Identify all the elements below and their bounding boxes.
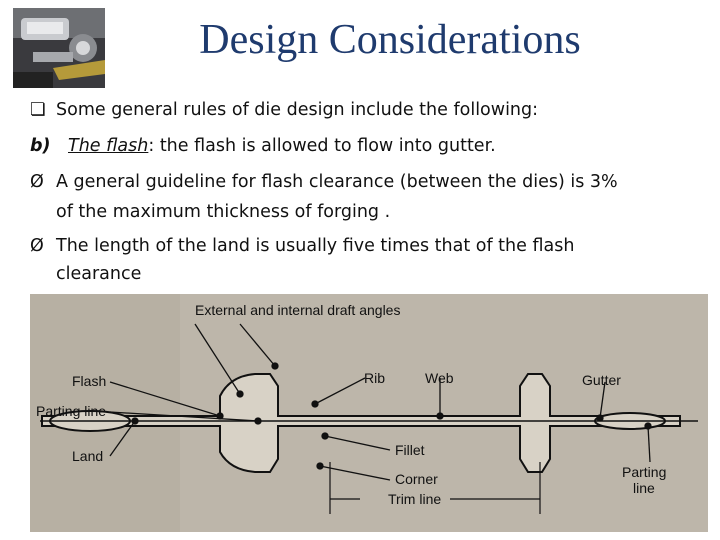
fillet-label: Fillet bbox=[395, 442, 425, 458]
point-2-cont bbox=[56, 264, 141, 284]
point-2-line2: clearance bbox=[56, 264, 142, 284]
web-label: Web bbox=[425, 370, 454, 386]
item-b bbox=[30, 136, 496, 156]
point-1-line1: A general guideline for flash clearance (between the dies) is 3% bbox=[56, 172, 618, 192]
intro-text: Some general rules of die design include the following: bbox=[56, 100, 539, 120]
parting-line-right-label-2: line bbox=[633, 480, 655, 496]
forging-photo bbox=[13, 8, 105, 88]
die-design-figure bbox=[30, 294, 708, 532]
point-1-line2: of the maximum thickness of forging . bbox=[56, 202, 391, 222]
rib-label: Rib bbox=[364, 370, 386, 386]
draft-angles-label: External and internal draft angles bbox=[195, 302, 401, 318]
trim-line-label: Trim line bbox=[388, 491, 442, 507]
point-2 bbox=[30, 236, 574, 256]
land-label: Land bbox=[72, 448, 104, 464]
parting-line-left-label: Parting line bbox=[36, 403, 107, 419]
item-b-term: The flash bbox=[68, 136, 149, 156]
corner-label: Corner bbox=[395, 471, 438, 487]
parting-line-right-label-1: Parting bbox=[622, 464, 667, 480]
point-2-line1: The length of the land is usually five times that of the flash bbox=[56, 236, 575, 256]
forging-photo-image bbox=[13, 8, 105, 88]
die-cross-section-diagram bbox=[30, 294, 708, 532]
flash-label: Flash bbox=[72, 373, 107, 389]
item-b-label: b) bbox=[30, 136, 51, 156]
arrow-bullet-icon: Ø bbox=[30, 172, 44, 192]
point-1 bbox=[30, 172, 618, 192]
checkbox-bullet-icon: ❏ bbox=[30, 100, 46, 120]
arrow-bullet-icon: Ø bbox=[30, 236, 44, 256]
gutter-label: Gutter bbox=[582, 372, 621, 388]
item-b-text: : the flash is allowed to flow into gutter. bbox=[148, 136, 496, 156]
slide-title: Design Considerations bbox=[199, 17, 581, 63]
intro-bullet bbox=[30, 100, 538, 120]
point-1-cont bbox=[56, 202, 390, 222]
